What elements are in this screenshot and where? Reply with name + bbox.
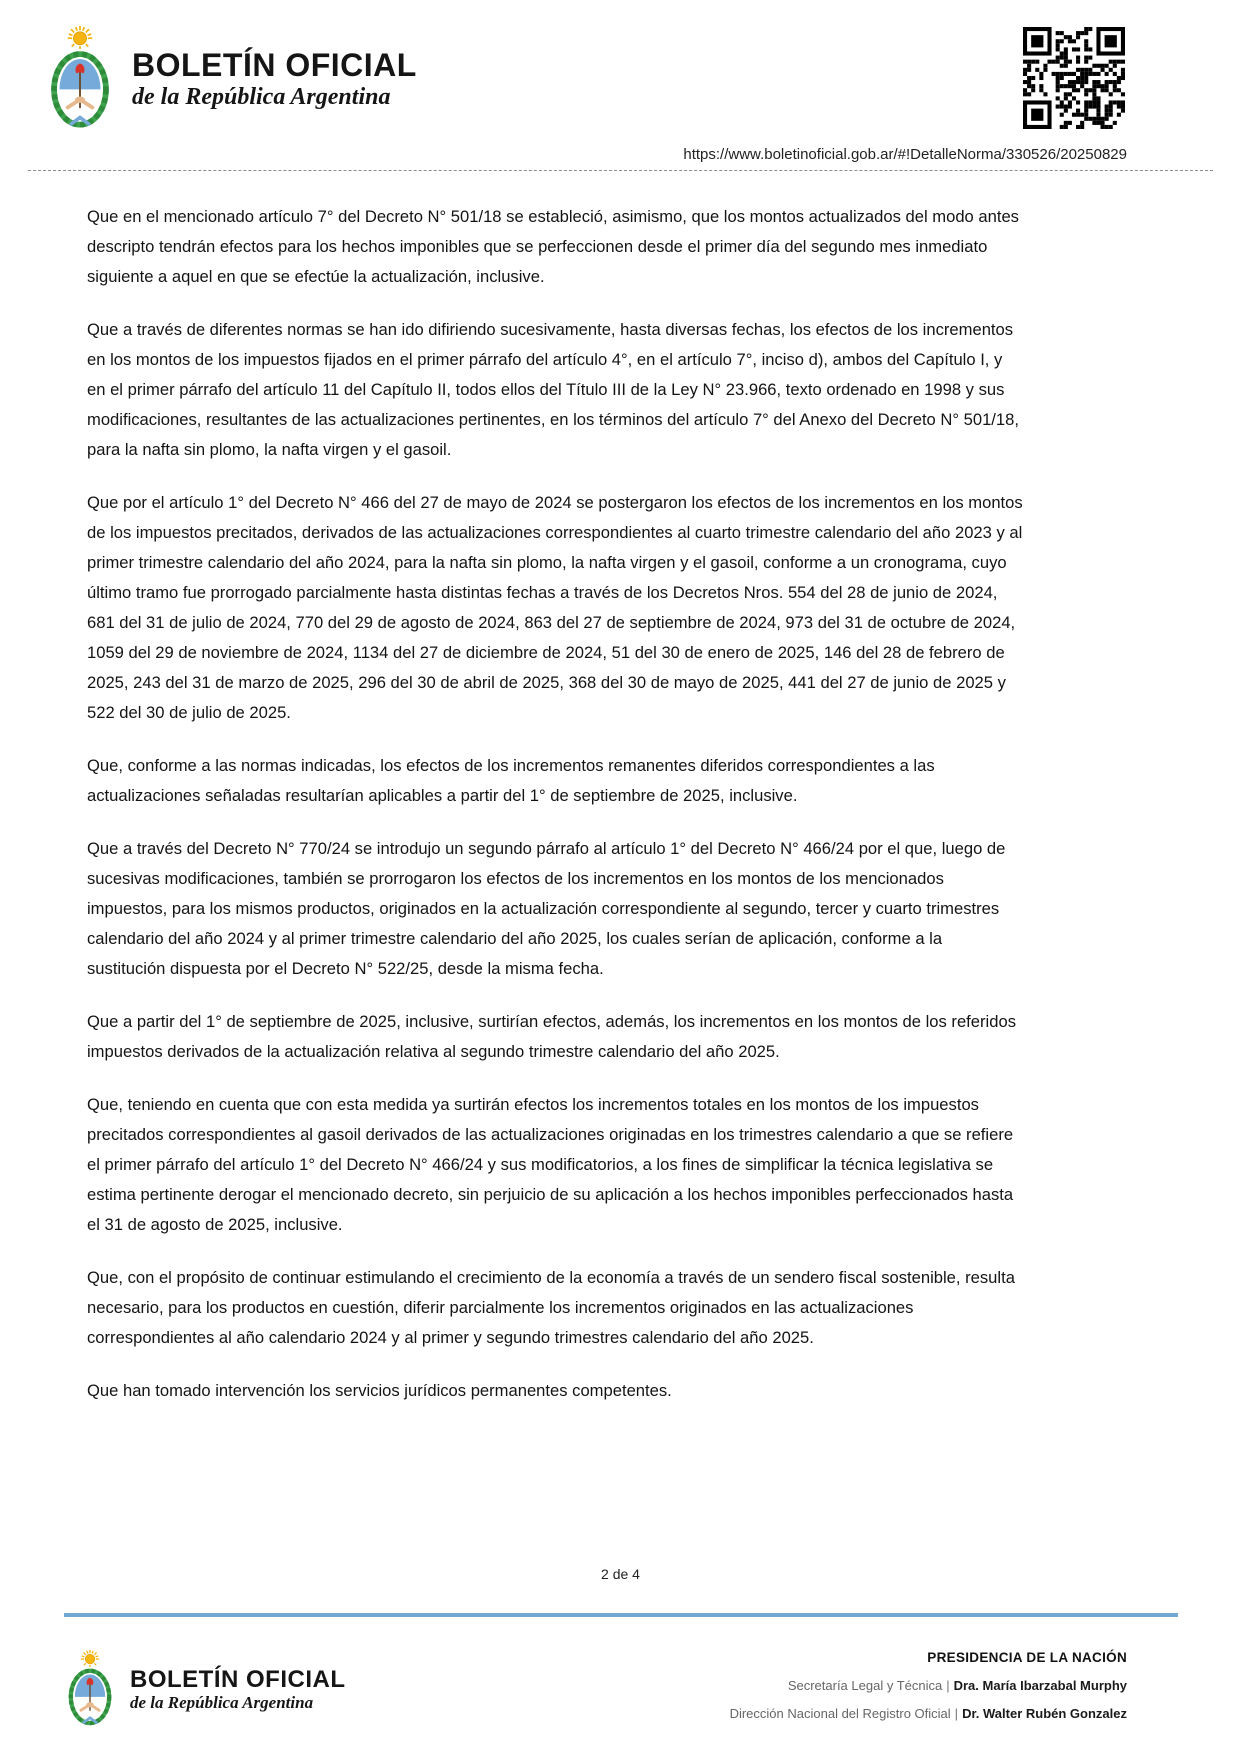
paragraph: Que en el mencionado artículo 7° del Decreto N° 501/18 se estableció, asimismo, que los montos actualizados del modo antes descripto tendrán efectos para los hechos imponibles que se perfeccionen desde el primer día del segundo mes inmediato siguiente a aquel en que se efectúe la actualización, inclusive. xyxy=(87,207,1019,286)
page-number: 2 de 4 xyxy=(601,1566,640,1582)
paragraph: Que a partir del 1° de septiembre de 2025, inclusive, surtirían efectos, además, los incrementos en los montos de los referidos impuestos derivados de la actualización relativa al segundo trimestre calendario del año 2025. xyxy=(87,1012,1016,1061)
footer-signatures xyxy=(730,1650,1127,1721)
footer-brand-subtitle: de la República Argentina xyxy=(130,1693,314,1713)
paragraph: Que por el artículo 1° del Decreto N° 466 del 27 de mayo de 2024 se postergaron los efectos de los incrementos en los montos de los impuestos precitados, derivados de las actualizaciones correspondientes al cuarto trimestre calendario del año 2023 y al primer trimestre calendario del año 2024, para la nafta sin plomo, la nafta virgen y el gasoil, conforme a un cronograma, cuyo último tramo fue prorrogado parcialmente hasta distintas fechas a través de los Decretos Nros. 554 del 28 de junio de 2024, 681 del 31 de julio de 2024, 770 del 29 de agosto de 2024, 863 del 27 de septiembre de 2024, 973 del 31 de octubre de 2024, 1059 del 29 de noviembre de 2024, 1134 del 27 de diciembre de 2024, 51 del 30 de enero de 2025, 146 del 28 de febrero de 2025, 243 del 31 de marzo de 2025, 296 del 30 de abril de 2025, 368 del 30 de mayo de 2025, 441 del 27 de junio de 2025 y 522 del 30 de julio de 2025. xyxy=(87,493,1023,722)
header-brand xyxy=(42,26,417,134)
qr-code-icon xyxy=(1023,27,1125,129)
argentina-coat-of-arms-icon xyxy=(42,26,118,134)
paragraph: Que a través del Decreto N° 770/24 se introdujo un segundo párrafo al artículo 1° del Decreto N° 466/24 por el que, luego de sucesivas modificaciones, también se prorrogaron los efectos de los incrementos en los montos de los mencionados impuestos, para los mismos productos, originados en la actualización correspondiente al segundo, tercer y cuarto trimestres calendario del año 2024 y al primer trimestre calendario del año 2025, los cuales serían de aplicación, conforme a la sustitución dispuesta por el Decreto N° 522/25, desde la misma fecha. xyxy=(87,839,1006,978)
signature-line xyxy=(730,1678,1127,1693)
footer-brand-title: BOLETÍN OFICIAL xyxy=(130,1665,346,1693)
presidency-label: PRESIDENCIA DE LA NACIÓN xyxy=(927,1650,1127,1665)
separator: | xyxy=(954,1706,959,1721)
signature-office: Dirección Nacional del Registro Oficial xyxy=(729,1706,951,1721)
signature-name: Dr. Walter Rubén Gonzalez xyxy=(962,1706,1127,1721)
header-divider xyxy=(28,170,1213,171)
header-brand-text xyxy=(132,46,417,112)
paragraph: Que han tomado intervención los servicios jurídicos permanentes competentes. xyxy=(87,1381,672,1400)
brand-title: BOLETÍN OFICIAL xyxy=(132,46,417,83)
separator: | xyxy=(946,1678,950,1693)
paragraph: Que, conforme a las normas indicadas, los efectos de los incrementos remanentes diferidos correspondientes a las actualizaciones señaladas resultarían aplicables a partir del 1° de septiembre de 2025, inclusive. xyxy=(87,756,935,805)
footer-brand-text xyxy=(130,1667,345,1713)
footer-divider xyxy=(64,1613,1178,1617)
paragraph: Que, teniendo en cuenta que con esta medida ya surtirán efectos los incrementos totales en los montos de los impuestos precitados correspondientes al gasoil derivados de las actualizaciones originadas en los trimestres calendario a que se refiere el primer párrafo del artículo 1° del Decreto N° 466/24 y sus modificatorios, a los fines de simplificar la técnica legislativa se estima pertinente derogar el mencionado decreto, sin perjuicio de su aplicación a los hechos imponibles perfeccionados hasta el 31 de agosto de 2025, inclusive. xyxy=(87,1095,1014,1234)
signature-office: Secretaría Legal y Técnica xyxy=(787,1678,943,1693)
norm-detail-url[interactable]: https://www.boletinoficial.gob.ar/#!DetalleNorma/330526/20250829 xyxy=(683,146,1127,163)
paragraph: Que, con el propósito de continuar estimulando el crecimiento de la economía a través de un sendero fiscal sostenible, resulta necesario, para los productos en cuestión, diferir parcialmente los incrementos originados en las actualizaciones correspondientes al año calendario 2024 y al primer y segundo trimestres calendario del año 2025. xyxy=(87,1268,1015,1347)
footer-brand xyxy=(62,1650,345,1730)
qr-code-svg xyxy=(1023,27,1125,129)
paragraph: Que a través de diferentes normas se han ido difiriendo sucesivamente, hasta diversas fechas, los efectos de los incrementos en los montos de los impuestos fijados en el primer párrafo del artículo 4°, en el artículo 7°, inciso d), ambos del Capítulo I, y en el primer párrafo del artículo 11 del Capítulo II, todos ellos del Título III de la Ley N° 23.966, texto ordenado en 1998 y sus modificaciones, resultantes de las actualizaciones pertinentes, en los términos del artículo 7° del Anexo del Decreto N° 501/18, para la nafta sin plomo, la nafta virgen y el gasoil. xyxy=(87,320,1019,459)
signature-line xyxy=(730,1706,1127,1721)
signature-name: Dra. María Ibarzabal Murphy xyxy=(953,1678,1127,1693)
brand-subtitle: de la República Argentina xyxy=(132,84,391,111)
decree-considerations-text xyxy=(87,202,1024,1429)
argentina-coat-of-arms-icon xyxy=(62,1650,118,1730)
